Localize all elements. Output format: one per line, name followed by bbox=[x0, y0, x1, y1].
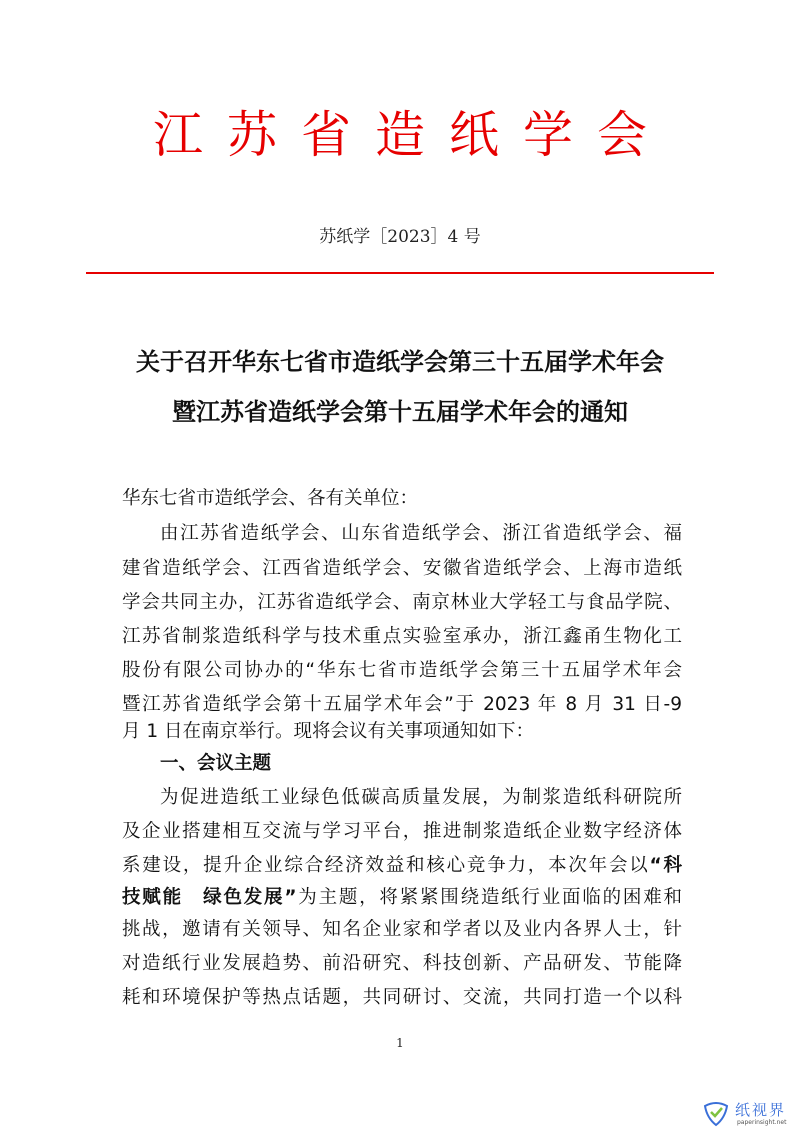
paragraph1-line: 江苏省制浆造纸科学与技术重点实验室承办，浙江鑫甬生物化工 bbox=[122, 626, 682, 647]
headline-line-1: 关于召开华东七省市造纸学会第三十五届学术年会 bbox=[136, 348, 664, 376]
watermark-url: paperinsight.net bbox=[737, 1119, 787, 1126]
section-heading-theme: 一、会议主题 bbox=[160, 753, 272, 774]
paragraph2-line bbox=[122, 886, 682, 910]
paragraph2-line: 及企业搭建相互交流与学习平台，推进制浆造纸企业数字经济体 bbox=[122, 821, 682, 842]
document-number: 苏纸学［2023］4 号 bbox=[319, 227, 481, 247]
red-divider bbox=[86, 272, 714, 274]
watermark bbox=[697, 1098, 797, 1128]
paragraph2-text: 为主题，将紧紧围绕造纸行业面临的困难和 bbox=[296, 887, 682, 908]
theme-text-bold: 技赋能 绿色发展” bbox=[122, 887, 297, 908]
headline-line-2: 暨江苏省造纸学会第十五届学术年会的通知 bbox=[172, 398, 628, 426]
paragraph2-line: 对造纸行业发展趋势、前沿研究、科技创新、产品研发、节能降 bbox=[122, 953, 682, 974]
paragraph1-line: 学会共同主办，江苏省造纸学会、南京林业大学轻工与食品学院、 bbox=[122, 592, 682, 613]
paragraph1-line: 月 1 日在南京举行。现将会议有关事项通知如下： bbox=[122, 721, 535, 742]
paragraph2-line bbox=[122, 854, 682, 878]
theme-text-bold: “科 bbox=[649, 855, 682, 876]
paragraph1-line: 暨江苏省造纸学会第十五届学术年会”于 2023 年 8 月 31 日-9 bbox=[122, 694, 682, 715]
paragraph1-line: 建省造纸学会、江西省造纸学会、安徽省造纸学会、上海市造纸 bbox=[122, 558, 682, 579]
salutation: 华东七省市造纸学会、各有关单位： bbox=[122, 488, 419, 509]
paragraph2-text: 系建设，提升企业综合经济效益和核心竞争力，本次年会以 bbox=[122, 855, 650, 876]
paragraph2-line: 挑战，邀请有关领导、知名企业家和学者以及业内各界人士，针 bbox=[122, 919, 682, 940]
paragraph2-line: 耗和环境保护等热点话题，共同研讨、交流，共同打造一个以科 bbox=[122, 987, 682, 1008]
paragraph1-line: 由江苏省造纸学会、山东省造纸学会、浙江省造纸学会、福 bbox=[160, 523, 682, 544]
org-title: 江苏省造纸学会 bbox=[153, 106, 671, 164]
watermark-text: 纸视界 bbox=[735, 1101, 787, 1119]
page-number: 1 bbox=[396, 1036, 404, 1050]
paragraph2-line: 为促进造纸工业绿色低碳高质量发展，为制浆造纸科研院所 bbox=[160, 787, 682, 808]
paragraph1-line: 股份有限公司协办的“华东七省市造纸学会第三十五届学术年会 bbox=[122, 660, 682, 681]
paperinsight-logo-icon bbox=[701, 1098, 731, 1128]
